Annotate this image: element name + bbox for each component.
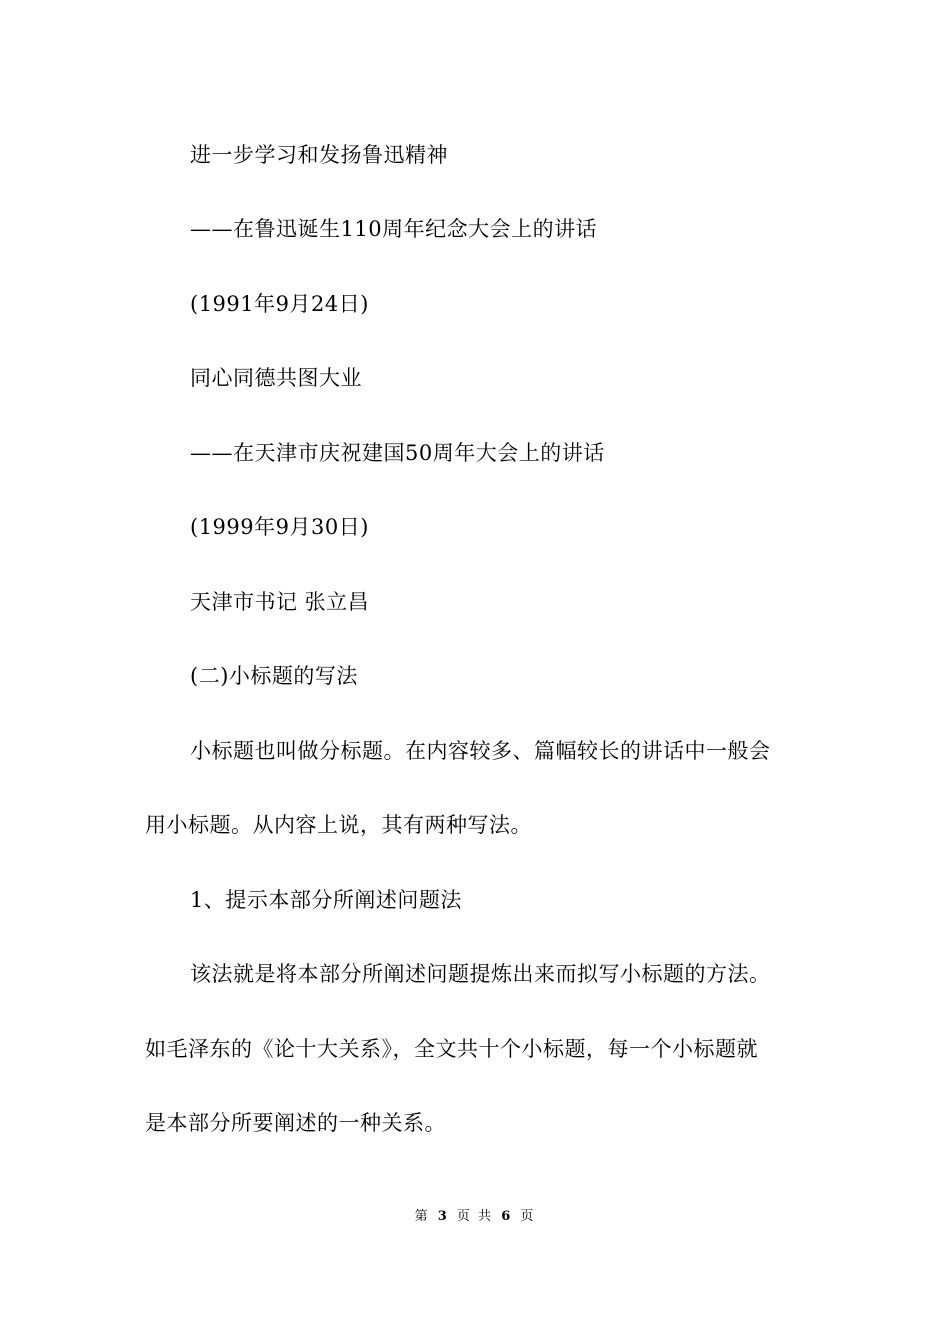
footer-prefix: 第: [414, 1209, 430, 1224]
speech-title-1: 进一步学习和发扬鲁迅精神: [190, 143, 448, 167]
paragraph-2-line-2: 如毛泽东的《论十大关系》，全文共十个小标题，每一个小标题就: [145, 1037, 758, 1061]
footer-suffix: 页: [520, 1209, 536, 1224]
paragraph-1-line-2: 用小标题。从内容上说，其有两种写法。: [145, 813, 532, 837]
speaker-line: 天津市书记 张立昌: [190, 590, 370, 614]
current-page-number: 3: [437, 1209, 449, 1224]
speech-date-2: (1999年9月30日): [190, 515, 369, 539]
total-pages-number: 6: [501, 1209, 513, 1224]
speech-date-1: (1991年9月24日): [190, 292, 369, 316]
section-heading: (二)小标题的写法: [190, 664, 358, 688]
paragraph-1-line-1: 小标题也叫做分标题。在内容较多、篇幅较长的讲话中一般会: [190, 739, 771, 763]
paragraph-2-line-1: 该法就是将本部分所阐述问题提炼出来而拟写小标题的方法。: [190, 962, 771, 986]
speech-subtitle-2: ——在天津市庆祝建国50周年大会上的讲话: [190, 441, 605, 465]
paragraph-2-line-3: 是本部分所要阐述的一种关系。: [145, 1111, 446, 1135]
speech-title-2: 同心同德共图大业: [190, 366, 362, 390]
speech-subtitle-1: ——在鲁迅诞生110周年纪念大会上的讲话: [190, 217, 598, 241]
page-footer: [0, 1208, 950, 1226]
subsection-heading: 1、提示本部分所阐述问题法: [190, 888, 462, 912]
footer-middle: 页 共: [456, 1209, 494, 1224]
